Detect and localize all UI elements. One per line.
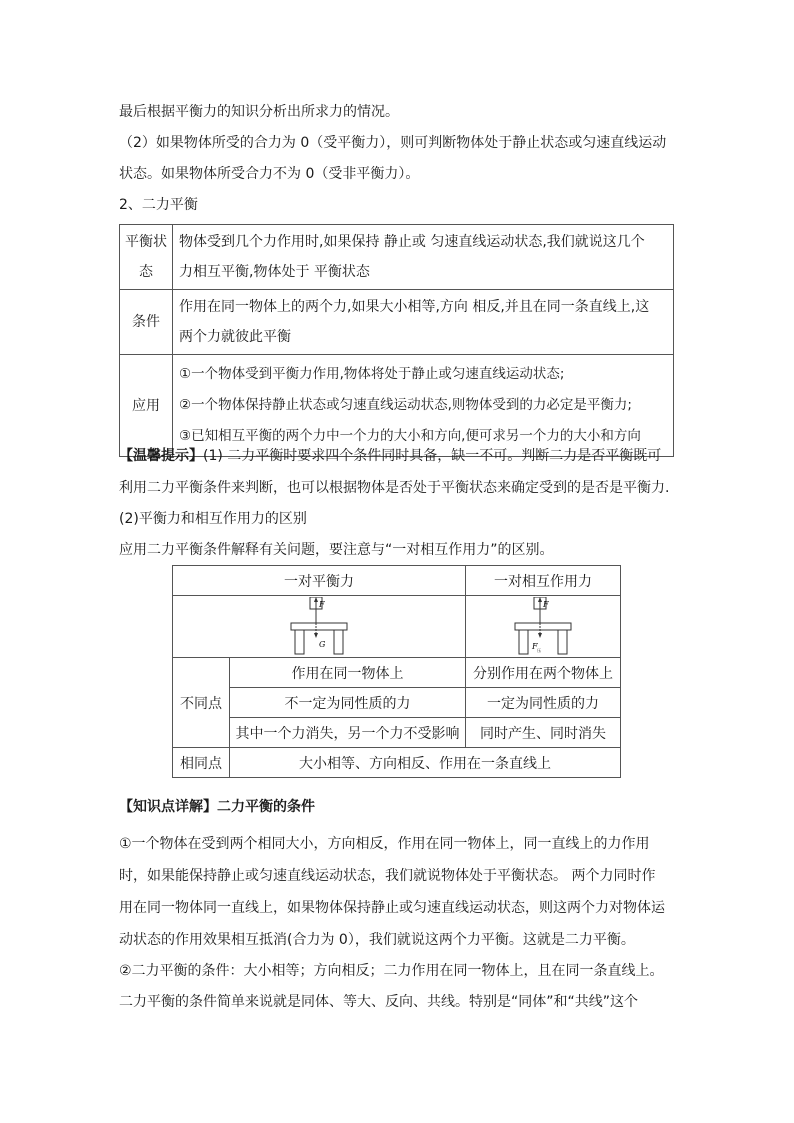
knowledge-line: 时，如果能保持静止或匀速直线运动状态，我们就说物体处于平衡状态。 两个力同时作 [119, 868, 656, 884]
knowledge-line: 动状态的作用效果相互抵消(合力为 0），我们就说这两个力平衡。这就是二力平衡。 [119, 932, 635, 948]
paragraph-2-line-2: 状态。如果物体所受合力不为 0（受非平衡力）。 [119, 166, 420, 182]
interaction-force-figure [503, 597, 583, 657]
knowledge-line: ②二力平衡的条件：大小相等；方向相反；二力作用在同一物体上，且在同一条直线上。 [119, 963, 664, 979]
force-label-top: F [319, 599, 325, 609]
table-row [173, 688, 621, 718]
row-header: 条件 [120, 290, 173, 355]
row-header [120, 225, 173, 290]
tip-label: 【温馨提示】 [119, 448, 203, 464]
knowledge-line: 二力平衡的条件简单来说就是同体、等大、反向、共线。特别是“同体”和“共线”这个 [119, 994, 639, 1010]
table-row [173, 658, 621, 688]
arrow-head [314, 633, 318, 638]
figure-cell [466, 596, 621, 658]
table-row [173, 596, 621, 658]
balance-cell: 其中一个力消失，另一个力不受影响 [230, 718, 466, 748]
paragraph-2-line-1: （2）如果物体所受的合力为 0（受平衡力），则可判断物体处于静止状态或匀速直线运动 [119, 135, 667, 151]
row-header: 应用 [120, 355, 173, 457]
row-content [173, 355, 674, 457]
section-heading: 2、二力平衡 [119, 197, 198, 213]
knowledge-heading [119, 797, 315, 817]
table-top-shape [515, 623, 571, 630]
tip-line-2: 利用二力平衡条件来判断，也可以根据物体是否处于平衡状态来确定受到的是否是平衡力. [119, 480, 670, 496]
interaction-cell: 分别作用在两个物体上 [466, 658, 621, 688]
knowledge-title: 二力平衡的条件 [217, 799, 315, 815]
table-row [120, 225, 674, 290]
same-text: 大小相等、方向相反、作用在一条直线上 [230, 748, 621, 778]
table-top-shape [291, 623, 347, 630]
paragraph-1: 最后根据平衡力的知识分析出所求力的情况。 [119, 104, 399, 120]
row-content [173, 290, 674, 355]
same-label: 相同点 [173, 748, 230, 778]
force-label-top: F [543, 599, 549, 609]
table-leg-shape [334, 630, 343, 654]
comparison-table [172, 565, 621, 778]
row-header-line: 态 [139, 264, 153, 280]
knowledge-line: 用在同一物体同一直线上，如果物体保持静止或匀速直线运动状态，则这两个力对物体运 [119, 900, 665, 916]
row-content [173, 225, 674, 290]
tip-line-4: 应用二力平衡条件解释有关问题，要注意与“一对相互作用力”的区别。 [119, 542, 554, 558]
column-header: 一对平衡力 [173, 566, 466, 596]
force-label-subscript: 压 [537, 647, 541, 653]
table-leg-shape [558, 630, 567, 654]
tip-text: (1) 二力平衡时要求四个条件同时具备，缺一不可。判断二力是否平衡既可 [203, 448, 662, 464]
tip-line-3: (2)平衡力和相互作用力的区别 [119, 511, 307, 527]
force-label-bottom: F [532, 641, 538, 651]
force-label-bottom: G [319, 639, 326, 649]
content-line: 作用在同一物体上的两个力,如果大小相等,方向 相反,并且在同一条直线上,这 [179, 299, 650, 315]
balance-cell: 不一定为同性质的力 [230, 688, 466, 718]
knowledge-line: ①一个物体在受到两个相同大小，方向相反，作用在同一物体上，同一直线上的力作用 [119, 836, 650, 852]
table-row [173, 718, 621, 748]
table-row [120, 290, 674, 355]
arrow-head [538, 597, 542, 602]
balance-force-figure [279, 597, 359, 657]
table-row [173, 566, 621, 596]
content-line: ②一个物体保持静止状态或匀速直线运动状态,则物体受到的力必定是平衡力; [179, 397, 632, 413]
content-line: 两个力就彼此平衡 [179, 329, 291, 345]
table-row [173, 748, 621, 778]
arrow-head [538, 633, 542, 638]
row-header-line: 平衡状 [125, 234, 167, 250]
interaction-cell: 一定为同性质的力 [466, 688, 621, 718]
difference-label: 不同点 [173, 658, 230, 748]
tip-line-1 [119, 446, 661, 466]
arrow-head [314, 597, 318, 602]
table-row [120, 355, 674, 457]
table-leg-shape [519, 630, 528, 654]
table-leg-shape [295, 630, 304, 654]
balance-cell: 作用在同一物体上 [230, 658, 466, 688]
content-line: 物体受到几个力作用时,如果保持 静止或 匀速直线运动状态,我们就说这几个 [179, 234, 645, 250]
content-line: 力相互平衡,物体处于 平衡状态 [179, 264, 370, 280]
interaction-cell: 同时产生、同时消失 [466, 718, 621, 748]
balance-definition-table [119, 224, 674, 457]
content-line: ①一个物体受到平衡力作用,物体将处于静止或匀速直线运动状态; [179, 366, 565, 382]
knowledge-label: 【知识点详解】 [119, 799, 217, 815]
figure-cell [173, 596, 466, 658]
content-line: ③已知相互平衡的两个力中一个力的大小和方向,便可求另一个力的大小和方向 [179, 428, 641, 444]
column-header: 一对相互作用力 [466, 566, 621, 596]
